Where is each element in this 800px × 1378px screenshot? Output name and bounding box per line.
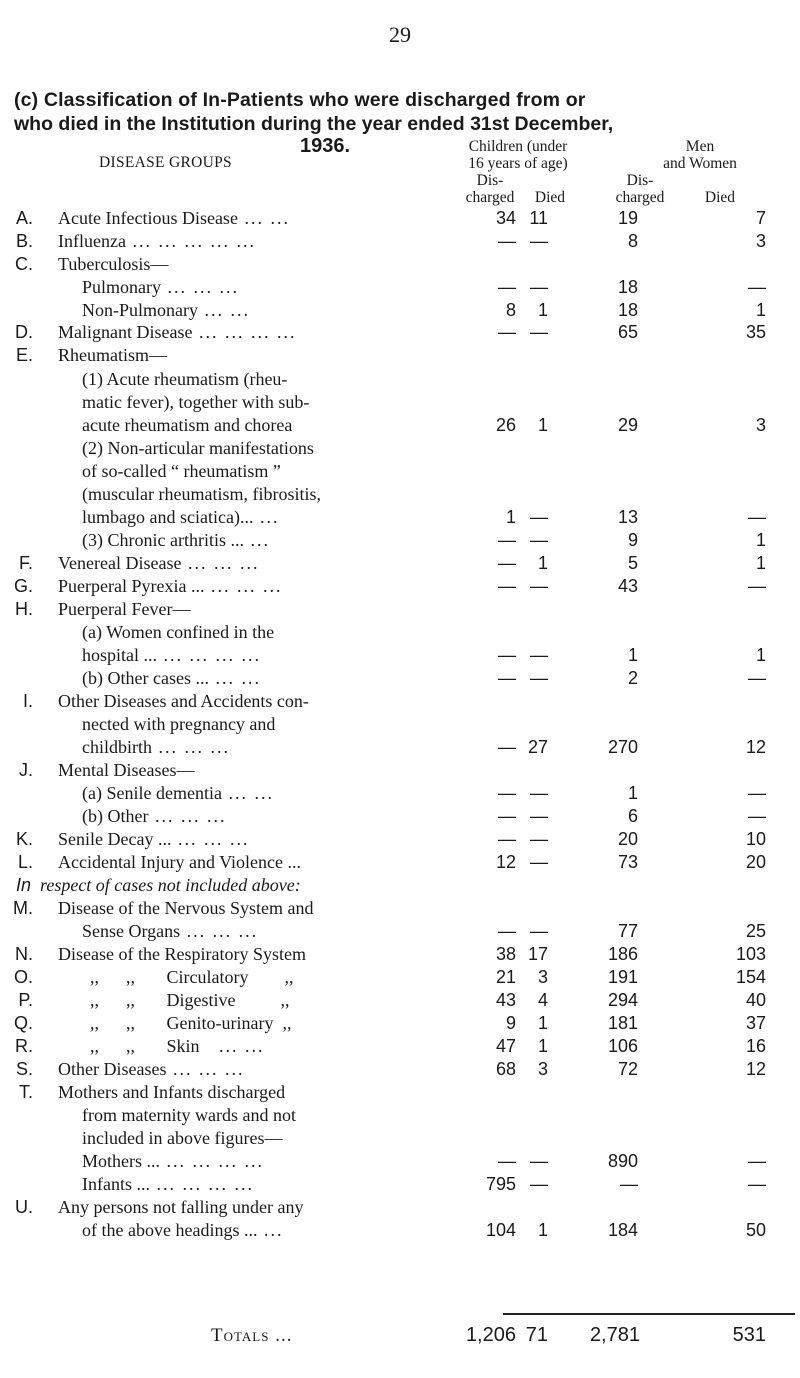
cell: 184 — [607, 1220, 638, 1240]
total-children-died: 71 — [525, 1324, 548, 1346]
cell: 10 — [745, 829, 766, 849]
row-letter: S. — [15, 1059, 33, 1079]
cell: 34 — [495, 208, 516, 228]
cell: 13 — [617, 507, 638, 527]
cell: 270 — [607, 737, 638, 757]
cell: 29 — [617, 415, 638, 435]
row-label: Accidental Injury and Violence ... — [58, 852, 301, 872]
cell: 19 — [617, 208, 638, 228]
cell: — — [498, 829, 516, 849]
cell: 103 — [735, 944, 766, 964]
row-label: lumbago and sciatica)... ... — [82, 507, 280, 527]
cell: 20 — [617, 829, 638, 849]
row-label: (muscular rheumatism, fibrositis, — [82, 484, 321, 504]
cell: — — [530, 231, 548, 251]
cell: 25 — [745, 921, 766, 941]
row-label: Mothers and Infants discharged — [58, 1082, 286, 1102]
cell: 20 — [745, 852, 766, 872]
cell: 890 — [607, 1151, 638, 1171]
cell: — — [748, 1151, 766, 1171]
cell: — — [498, 231, 516, 251]
row-label: matic fever), together with sub- — [82, 392, 310, 412]
cell: — — [748, 668, 766, 688]
cell: 1 — [537, 553, 548, 573]
cell: — — [498, 645, 516, 665]
cell: — — [530, 322, 548, 342]
cell: — — [498, 322, 516, 342]
cell: 191 — [607, 967, 638, 987]
totals-rule — [503, 1313, 795, 1315]
header-charged-children: charged — [465, 189, 515, 206]
row-letter: T. — [18, 1082, 33, 1102]
row-letter: B. — [15, 231, 33, 251]
cell: 181 — [607, 1013, 638, 1033]
header-children-1: Children (under — [468, 138, 568, 155]
cell: 1 — [627, 783, 638, 803]
cell: — — [530, 783, 548, 803]
cell: 21 — [495, 967, 516, 987]
row-label: ,, ,, Genito-urinary ,, — [90, 1013, 292, 1033]
cell: — — [530, 1151, 548, 1171]
row-label: Influenza ... ... ... ... ... — [58, 231, 256, 251]
cell: 68 — [495, 1059, 516, 1079]
header-died-children: Died — [534, 189, 566, 206]
row-label: (b) Other cases ... ... ... — [82, 668, 261, 688]
row-letter: R. — [15, 1036, 33, 1056]
cell: — — [530, 645, 548, 665]
cell: — — [530, 852, 548, 872]
cell: 1 — [755, 645, 766, 665]
cell: 3 — [755, 231, 766, 251]
row-letter: N. — [15, 944, 33, 964]
cell: — — [498, 921, 516, 941]
cell: 72 — [617, 1059, 638, 1079]
row-label: Rheumatism— — [58, 345, 167, 365]
header-adults-2: and Women — [663, 155, 737, 172]
cell: 9 — [627, 530, 638, 550]
cell: 1 — [537, 1013, 548, 1033]
cell: 1 — [755, 553, 766, 573]
row-letter: J. — [18, 760, 33, 780]
title-year: 1936. — [300, 135, 351, 157]
title-line-2: who died in the Institution during the year ended 31st December, — [14, 113, 614, 135]
cell: — — [748, 277, 766, 297]
total-adults-died: 531 — [732, 1324, 766, 1346]
row-label: Other Diseases and Accidents con- — [58, 691, 309, 711]
totals-label: Totals ... — [211, 1325, 293, 1346]
row-label: Venereal Disease ... ... ... — [58, 553, 260, 573]
cell: 73 — [617, 852, 638, 872]
cell: — — [748, 783, 766, 803]
row-label: acute rheumatism and chorea — [82, 415, 293, 435]
cell: 11 — [529, 208, 548, 228]
cell: 1 — [755, 530, 766, 550]
row-label: ,, ,, Digestive ,, — [90, 990, 290, 1010]
cell: — — [498, 1151, 516, 1171]
row-label: of the above headings ... ... — [82, 1220, 284, 1240]
row-label: ,, ,, Skin ... ... — [90, 1036, 265, 1056]
cell: — — [498, 737, 516, 757]
cell: 43 — [495, 990, 516, 1010]
cell: 65 — [617, 322, 638, 342]
cell: 8 — [627, 231, 638, 251]
cell: 35 — [745, 322, 766, 342]
cell: 40 — [745, 990, 766, 1010]
cell: — — [530, 530, 548, 550]
row-letter: G. — [13, 576, 33, 596]
row-label: from maternity wards and not — [82, 1105, 296, 1125]
row-letter: D. — [15, 322, 33, 342]
cell: 4 — [537, 990, 548, 1010]
in-respect-in: In — [16, 875, 32, 895]
cell: — — [748, 507, 766, 527]
cell: 12 — [745, 1059, 766, 1079]
row-label: Sense Organs ... ... ... — [82, 921, 259, 941]
cell: 2 — [627, 668, 638, 688]
row-letter: Q. — [13, 1013, 33, 1033]
row-label: Senile Decay ... ... ... ... — [58, 829, 250, 849]
row-label: (1) Acute rheumatism (rheu- — [82, 369, 288, 389]
cell: 6 — [627, 806, 638, 826]
header-dis-children: Dis- — [476, 172, 504, 189]
cell: 154 — [735, 967, 766, 987]
page-number: 29 — [389, 22, 411, 47]
row-label: Malignant Disease ... ... ... ... — [58, 322, 297, 342]
cell: 186 — [607, 944, 638, 964]
cell: 12 — [745, 737, 766, 757]
row-label: Mental Diseases— — [58, 760, 195, 780]
row-label: Tuberculosis— — [58, 254, 169, 274]
row-label: Pulmonary ... ... ... — [82, 277, 239, 297]
cell: 37 — [745, 1013, 766, 1033]
row-label: (3) Chronic arthritis ... ... — [82, 530, 270, 550]
row-letter: I. — [22, 691, 33, 711]
row-label: hospital ... ... ... ... ... — [82, 645, 261, 665]
row-letter: M. — [13, 898, 33, 918]
header-died-adults: Died — [704, 189, 736, 206]
row-label: Disease of the Nervous System and — [58, 898, 314, 918]
cell: — — [748, 1174, 766, 1194]
cell: 1 — [627, 645, 638, 665]
row-label: Infants ... ... ... ... ... — [82, 1174, 254, 1194]
cell: 104 — [485, 1220, 516, 1240]
title-line-1: (c) Classification of In-Patients who were discharged from or — [14, 89, 586, 111]
row-label: nected with pregnancy and — [82, 714, 276, 734]
cell: 18 — [617, 300, 638, 320]
cell: — — [498, 668, 516, 688]
in-respect-heading: respect of cases not included above: — [40, 875, 301, 895]
row-label: of so-called “ rheumatism ” — [82, 461, 281, 481]
cell: — — [748, 576, 766, 596]
cell: 1 — [755, 300, 766, 320]
cell: 77 — [617, 921, 638, 941]
cell: — — [498, 806, 516, 826]
cell: 1 — [537, 300, 548, 320]
cell: 18 — [617, 277, 638, 297]
row-letter: H. — [15, 599, 33, 619]
row-label: Other Diseases ... ... ... — [58, 1059, 245, 1079]
cell: — — [498, 530, 516, 550]
total-children-discharged: 1,206 — [465, 1324, 516, 1346]
row-letter: E. — [15, 345, 33, 365]
cell: 7 — [755, 208, 766, 228]
cell: — — [498, 553, 516, 573]
cell: 1 — [505, 507, 516, 527]
cell: — — [498, 576, 516, 596]
row-letter: U. — [15, 1197, 33, 1217]
cell: 3 — [537, 1059, 548, 1079]
cell: — — [530, 1174, 548, 1194]
row-label: ,, ,, Circulatory ,, — [90, 967, 294, 987]
cell: 106 — [607, 1036, 638, 1056]
row-label: Any persons not falling under any — [58, 1197, 304, 1217]
row-label: Disease of the Respiratory System — [58, 944, 306, 964]
cell: — — [620, 1174, 638, 1194]
row-label: Mothers ... ... ... ... ... — [82, 1151, 264, 1171]
row-letter: P. — [18, 990, 33, 1010]
header-children-2: 16 years of age) — [468, 155, 568, 172]
cell: 9 — [505, 1013, 516, 1033]
cell: 3 — [755, 415, 766, 435]
cell: 1 — [537, 1220, 548, 1240]
cell: 43 — [617, 576, 638, 596]
cell: — — [530, 507, 548, 527]
cell: 294 — [607, 990, 638, 1010]
row-letter: A. — [15, 208, 33, 228]
cell: 3 — [537, 967, 548, 987]
total-adults-discharged: 2,781 — [589, 1324, 640, 1346]
row-letter: K. — [15, 829, 33, 849]
cell: — — [530, 277, 548, 297]
cell: — — [748, 806, 766, 826]
header-adults-1: Men — [685, 138, 715, 155]
cell: 16 — [745, 1036, 766, 1056]
header-dis-adults: Dis- — [626, 172, 654, 189]
row-label: Acute Infectious Disease ... ... — [58, 208, 290, 228]
cell: 38 — [495, 944, 516, 964]
cell: 8 — [505, 300, 516, 320]
cell: 26 — [495, 415, 516, 435]
cell: 27 — [527, 737, 548, 757]
cell: 12 — [495, 852, 516, 872]
cell: — — [530, 806, 548, 826]
row-label: included in above figures— — [82, 1128, 283, 1148]
row-label: Puerperal Pyrexia ... ... ... ... — [58, 576, 283, 596]
cell: — — [530, 576, 548, 596]
row-label: Non-Pulmonary ... ... — [82, 300, 250, 320]
cell: 795 — [485, 1174, 516, 1194]
cell: 5 — [627, 553, 638, 573]
row-letter: O. — [13, 967, 33, 987]
row-label: (b) Other ... ... ... — [82, 806, 227, 826]
row-label: Puerperal Fever— — [58, 599, 191, 619]
cell: 47 — [495, 1036, 516, 1056]
cell: — — [498, 277, 516, 297]
row-letter: F. — [18, 553, 33, 573]
cell: 17 — [527, 944, 548, 964]
cell: 1 — [537, 415, 548, 435]
cell: 1 — [537, 1036, 548, 1056]
header-disease-groups: DISEASE GROUPS — [99, 154, 232, 171]
header-charged-adults: charged — [615, 189, 665, 206]
row-label: (a) Women confined in the — [82, 622, 275, 642]
row-label: (a) Senile dementia ... ... — [82, 783, 274, 803]
row-label: (2) Non-articular manifestations — [82, 438, 314, 458]
cell: — — [498, 783, 516, 803]
cell: — — [530, 921, 548, 941]
cell: — — [530, 668, 548, 688]
row-letter: C. — [15, 254, 33, 274]
cell: 50 — [745, 1220, 766, 1240]
row-label: childbirth ... ... ... — [82, 737, 230, 757]
cell: — — [530, 829, 548, 849]
row-letter: L. — [17, 852, 33, 872]
